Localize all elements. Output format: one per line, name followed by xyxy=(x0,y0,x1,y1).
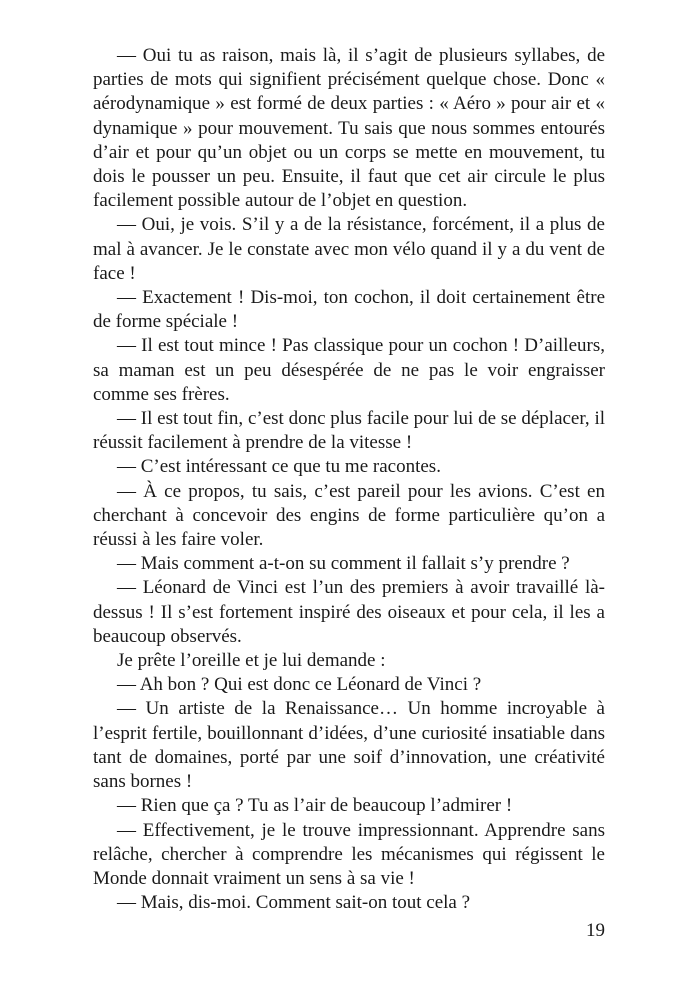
paragraph: — Exactement ! Dis-moi, ton cochon, il doit certainement être de forme spéciale ! xyxy=(93,287,605,333)
paragraph: — Oui tu as raison, mais là, il s’agit de plusieurs syllabes, de parties de mots qui signifient précisément quelque chose. Donc « aérodynamique » est formé de deux parties : « Aéro » pour air et « dynamique » pour mouvement. Tu sais que nous sommes entourés d’air et pour qu’un objet ou un corps se mette en mouvement, tu dois le pousser un peu. Ensuite, il faut que cet air circule le plus facilement possible autour de l’objet en question. xyxy=(93,45,605,212)
paragraph: — Oui, je vois. S’il y a de la résistance, forcément, il a plus de mal à avancer. Je le constate avec mon vélo quand il y a du vent de face ! xyxy=(93,214,605,284)
paragraph: — Un artiste de la Renaissance… Un homme incroyable à l’esprit fertile, bouillonnant d’idées, d’une curiosité insatiable dans tant de domaines, porté par une soif d’innovation, une créativité sans bornes ! xyxy=(93,698,605,793)
paragraph: — Rien que ça ? Tu as l’air de beaucoup l’admirer ! xyxy=(117,795,513,817)
paragraph: — À ce propos, tu sais, c’est pareil pour les avions. C’est en cherchant à concevoir des engins de forme particulière qu’on a réussi à les faire voler. xyxy=(93,480,605,551)
paragraph: — Effectivement, je le trouve impressionnant. Apprendre sans relâche, chercher à comprendre les mécanismes qui régissent le Monde donnait vraiment un sens à sa vie ! xyxy=(93,819,605,889)
paragraph: — Ah bon ? Qui est donc ce Léonard de Vinci ? xyxy=(117,674,482,696)
paragraph: — Mais, dis-moi. Comment sait-on tout cela ? xyxy=(117,892,471,914)
page-number: 19 xyxy=(586,920,605,941)
paragraph: — Il est tout fin, c’est donc plus facile pour lui de se déplacer, il réussit facilement à prendre de la vitesse ! xyxy=(93,408,605,454)
paragraph: — Léonard de Vinci est l’un des premiers à avoir travaillé là-dessus ! Il s’est fortement inspiré des oiseaux et pour cela, il les a beaucoup observés. xyxy=(93,577,605,647)
paragraph: Je prête l’oreille et je lui demande : xyxy=(117,650,386,672)
paragraph: — Mais comment a-t-on su comment il fallait s’y prendre ? xyxy=(117,553,570,575)
paragraph: — Il est tout mince ! Pas classique pour un cochon ! D’ailleurs, sa maman est un peu désespérée de ne pas le voir engraisser comme ses frères. xyxy=(93,335,605,405)
body-text xyxy=(93,44,605,915)
paragraph: — C’est intéressant ce que tu me racontes. xyxy=(117,456,441,478)
